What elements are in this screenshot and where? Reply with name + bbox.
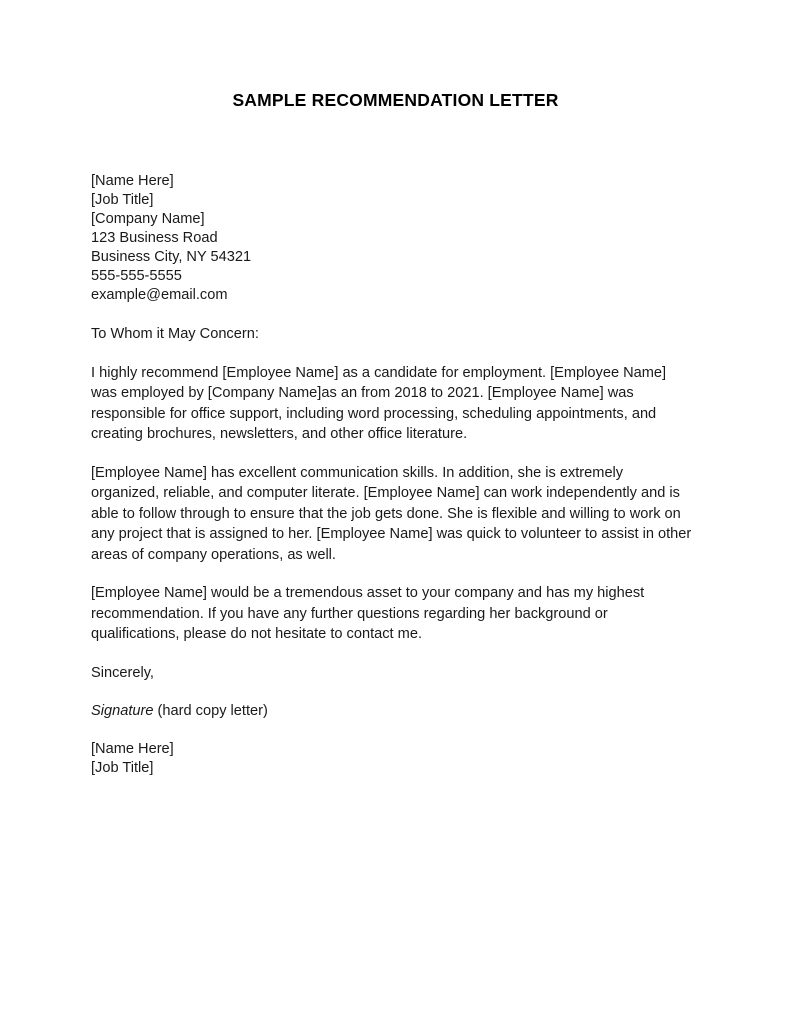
letter-body bbox=[91, 172, 695, 778]
signature-note: (hard copy letter) bbox=[153, 703, 268, 719]
spacer bbox=[91, 345, 695, 363]
signoff-name: [Name Here] bbox=[91, 740, 174, 757]
paragraph-3: [Employee Name] would be a tremendous asset to your company and has my highest recommendation. If you have any further questions regarding her background or qualifications, please do not hesitate to contact me. bbox=[91, 585, 645, 642]
signoff-title: [Job Title] bbox=[91, 759, 154, 776]
recipient-address-block bbox=[91, 172, 695, 305]
address-line: 555-555-5555 bbox=[91, 268, 182, 284]
signature-placeholder: Signature bbox=[91, 703, 154, 719]
address-line: Business City, NY 54321 bbox=[91, 249, 252, 265]
spacer bbox=[91, 305, 695, 324]
spacer bbox=[91, 645, 695, 663]
spacer bbox=[91, 683, 695, 701]
salutation: To Whom it May Concern: bbox=[91, 326, 259, 342]
spacer bbox=[91, 445, 695, 463]
paragraph-2: [Employee Name] has excellent communication skills. In addition, she is extremely organized, reliable, and computer literate. [Employee Name] can work independently and is able to follow through to ensure that the job gets done. She is flexible and willing to work on any project that is assigned to her. [Employee Name] was quick to volunteer to assist in other areas of company operations, as well. bbox=[91, 464, 692, 563]
address-line: [Name Here] bbox=[91, 173, 174, 189]
spacer bbox=[91, 565, 695, 583]
address-line: 123 Business Road bbox=[91, 230, 218, 246]
paragraph-1: I highly recommend [Employee Name] as a candidate for employment. [Employee Name] was employed by [Company Name]as an from 2018 to 2021. [Employee Name] was responsible for office support, including word processing, scheduling appointments, and creating brochures, newsletters, and other office literature. bbox=[91, 364, 667, 442]
spacer bbox=[91, 722, 695, 740]
address-line: [Company Name] bbox=[91, 211, 205, 227]
closing: Sincerely, bbox=[91, 664, 154, 681]
signature-line bbox=[91, 701, 695, 722]
page-title: SAMPLE RECOMMENDATION LETTER bbox=[232, 90, 559, 110]
address-line: [Job Title] bbox=[91, 192, 154, 208]
address-line-email: example@email.com bbox=[91, 287, 228, 303]
